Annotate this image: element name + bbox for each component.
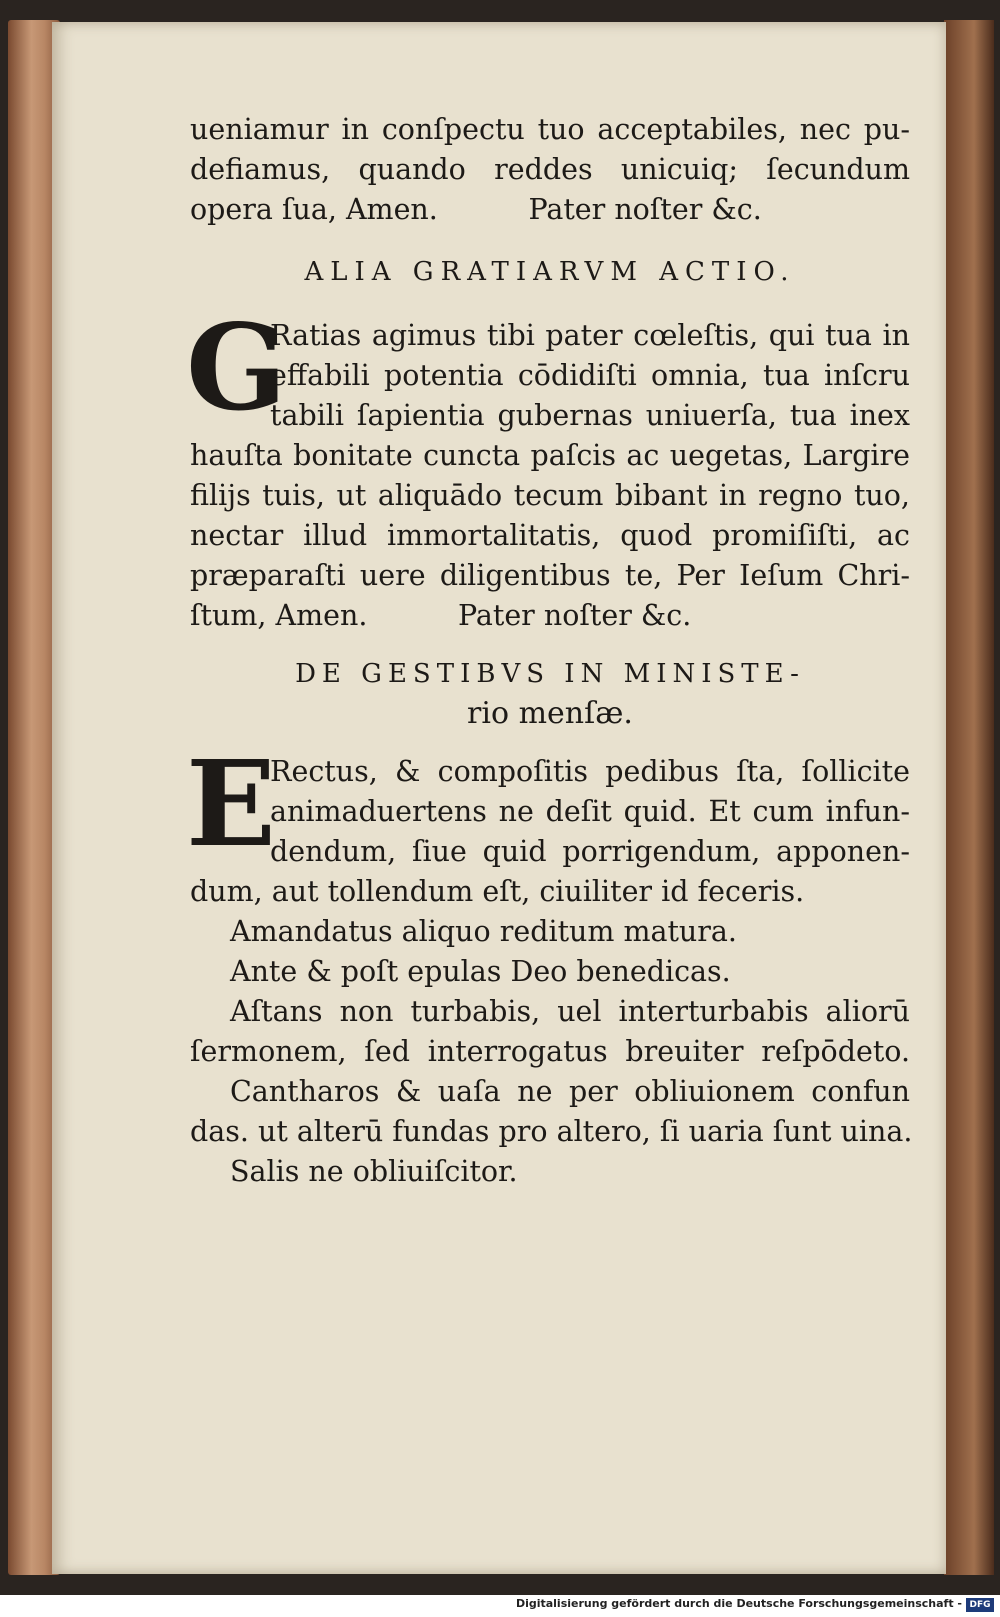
text-line: Ratias agimus tibi pater cœleſtis, qui tua in [270,319,910,352]
rule-line: Aſtans non turbabis, uel interturbabis aliorū [230,995,910,1028]
rule-line: Cantharos & uaſa ne per obliuionem confun [230,1075,910,1108]
rule-line: das. ut alterū fundas pro altero, ſi uaria ſunt uina. [190,1115,913,1148]
book-right-edge [944,20,994,1575]
text-line: animaduertens ne deſit quid. Et cum infun- [270,795,910,828]
rule-line: Amandatus aliquo reditum matura. [230,915,737,948]
rule-line: Salis ne obliuiſcitor. [230,1155,518,1188]
text-line: tabili ſapientia gubernas uniuerſa, tua inex [270,399,910,432]
text-line: filijs tuis, ut aliquādo tecum bibant in regno tuo, [190,479,910,512]
page-text [186,110,913,1192]
text-line: dum, aut tollendum eſt, ciuiliter id feceris. [190,875,805,908]
book-page [52,22,946,1574]
text-line: ueniamur in conſpectu tuo acceptabiles, nec pu- [190,113,910,146]
text-line: defiamus, quando reddes unicuiq; ſecundum [190,153,910,186]
rule-line: ſermonem, ſed interrogatus breuiter reſpōdeto. [190,1035,910,1068]
text-line: præparaſti uere diligentibus te, Per Ieſum Chri- [190,559,910,592]
footer-bar [0,1595,1000,1617]
section-heading: DE GESTIBVS IN MINISTE- [295,659,805,689]
rule-line: Ante & poſt epulas Deo benedicas. [230,955,731,988]
text-line: Rectus, & compoſitis pedibus ſta, ſollicite [270,755,910,788]
footer-credit: Digitalisierung gefördert durch die Deutsche Forschungsgemeinschaft - [515,1597,962,1610]
text-line: hauſta bonitate cuncta paſcis ac uegetas, Largire [190,439,910,472]
dfg-logo: DFG [966,1598,994,1612]
rules-paragraph [186,734,910,912]
text-line: ſtum, Amen. Pater noſter &c. [190,599,692,632]
section-heading: ALIA GRATIARVM ACTIO. [304,257,796,287]
text-line: nectar illud immortalitatis, quod promiſiſti, ac [190,519,910,552]
text-line: dendum, ſiue quid porrigendum, apponen- [270,835,910,868]
text-line: effabili potentia cōdidiſti omnia, tua inſcru [270,359,910,392]
drop-cap: G [186,298,287,437]
section-heading-continuation: rio menſæ. [467,696,633,731]
drop-cap: E [186,734,276,873]
text-line: opera ſua, Amen. Pater noſter &c. [190,193,762,226]
prayer-paragraph [186,298,910,636]
